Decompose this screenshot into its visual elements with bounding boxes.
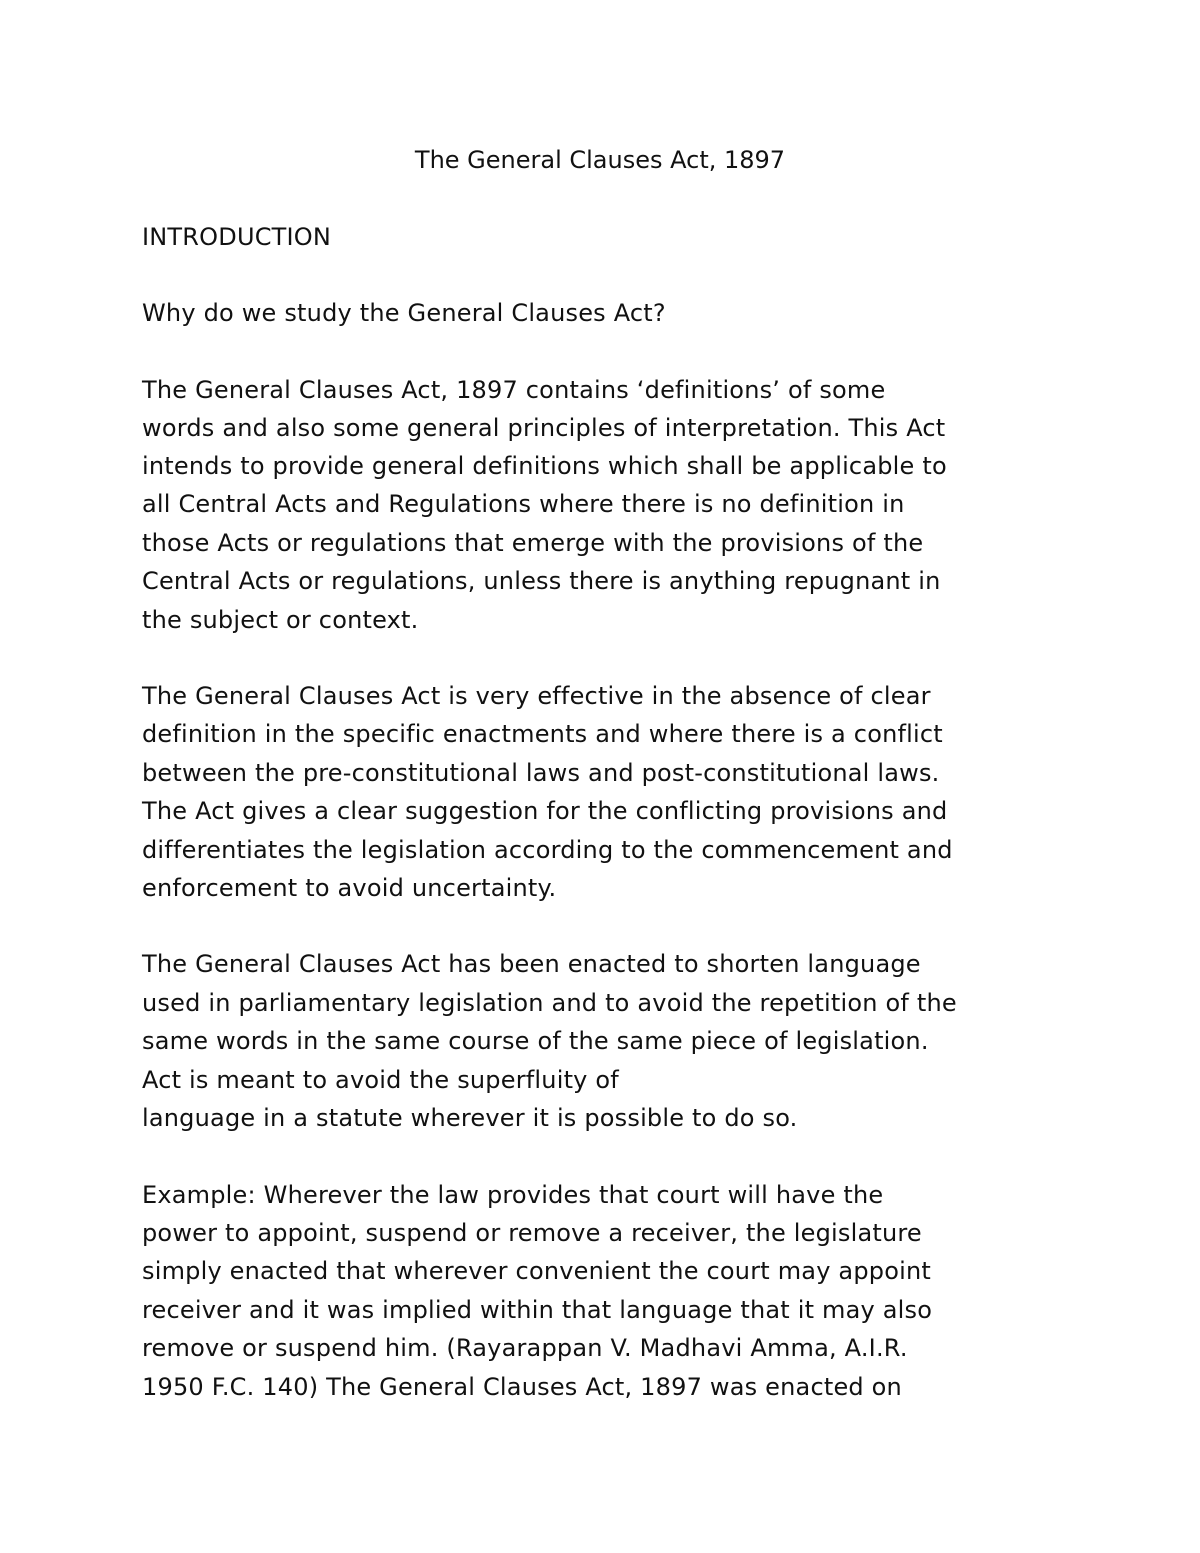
paragraph-line: used in parliamentary legislation and to avoid the repetition of the [142,989,957,1017]
paragraph-line: intends to provide general definitions which shall be applicable to [142,452,947,480]
paragraph-line: enforcement to avoid uncertainty. [142,874,557,902]
paragraph-line: the subject or context. [142,606,419,634]
paragraph-line: between the pre-constitutional laws and post-constitutional laws. [142,759,940,787]
paragraph-line: words and also some general principles of interpretation. This Act [142,414,946,442]
paragraph-line: The General Clauses Act is very effective in the absence of clear [142,682,931,710]
paragraph-line: The General Clauses Act has been enacted to shorten language [142,950,921,978]
paragraph-line: definition in the specific enactments and where there is a conflict [142,720,943,748]
paragraph-line: 1950 F.C. 140) The General Clauses Act, 1897 was enacted on [142,1373,902,1401]
paragraph-line: all Central Acts and Regulations where there is no definition in [142,490,905,518]
paragraph-line: Example: Wherever the law provides that court will have the [142,1181,884,1209]
paragraph-line: Act is meant to avoid the superfluity of [142,1066,619,1094]
paragraph-line: same words in the same course of the same piece of legislation. [142,1027,929,1055]
paragraph-line: simply enacted that wherever convenient the court may appoint [142,1257,931,1285]
paragraph-line: The General Clauses Act, 1897 contains ‘definitions’ of some [142,376,886,404]
section-question: Why do we study the General Clauses Act? [142,299,666,327]
paragraph-line: language in a statute wherever it is possible to do so. [142,1104,798,1132]
section-heading: INTRODUCTION [142,223,332,251]
paragraph-line: remove or suspend him. (Rayarappan V. Madhavi Amma, A.I.R. [142,1334,908,1362]
paragraph-line: differentiates the legislation according to the commencement and [142,836,953,864]
paragraph-line: The Act gives a clear suggestion for the conflicting provisions and [142,797,948,825]
paragraph-line: receiver and it was implied within that language that it may also [142,1296,933,1324]
paragraph-line: those Acts or regulations that emerge with the provisions of the [142,529,924,557]
paragraph-line: Central Acts or regulations, unless there is anything repugnant in [142,567,941,595]
document-title: The General Clauses Act, 1897 [414,146,786,174]
paragraph-line: power to appoint, suspend or remove a receiver, the legislature [142,1219,922,1247]
